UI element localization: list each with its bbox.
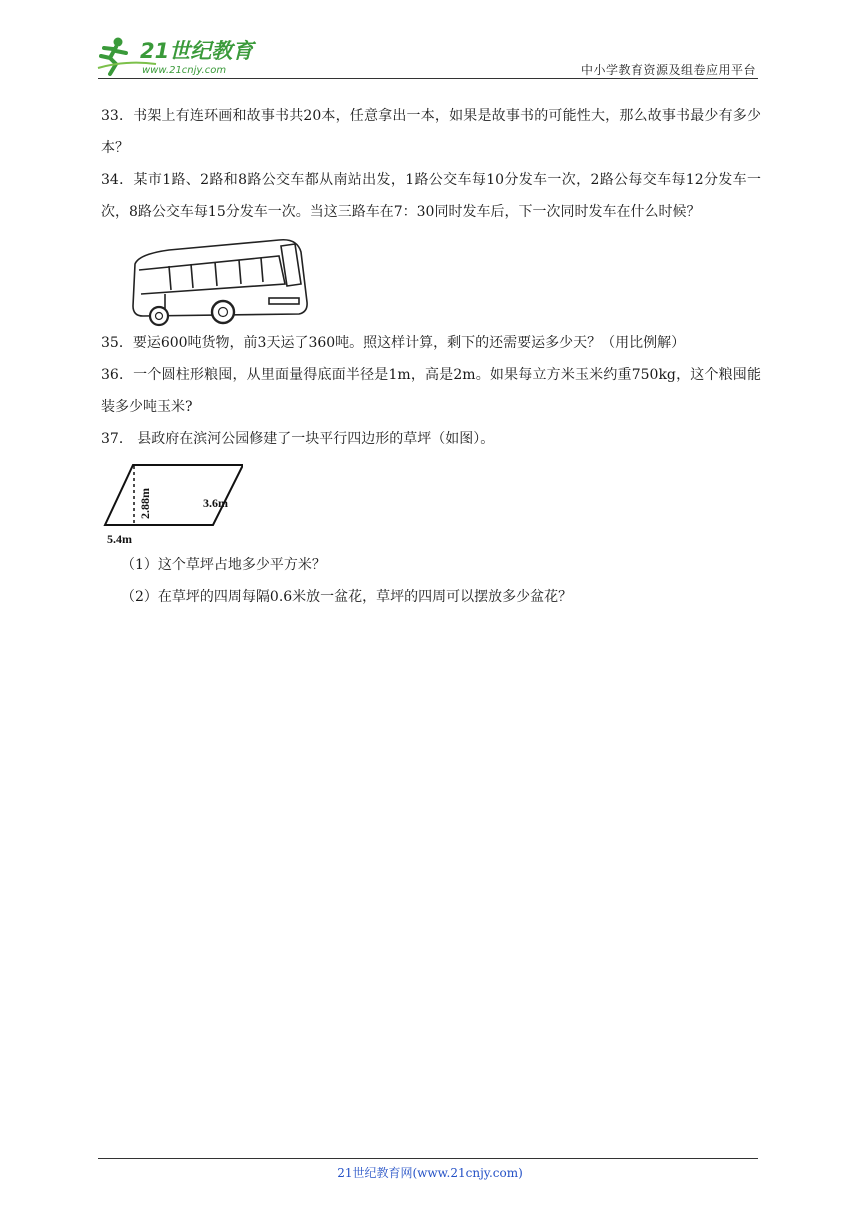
question-37-part-1: （1）这个草坪占地多少平方米？ bbox=[121, 557, 326, 573]
question-33: 33．书架上有连环画和故事书共20本，任意拿出一本，如果是故事书的可能性大，那么故事书最少有多少本？ bbox=[101, 108, 761, 156]
side-label: 3.6m bbox=[203, 496, 228, 510]
question-35: 35．要运600吨货物，前3天运了360吨。照这样计算，剩下的还需要运多少天？（用比例解） bbox=[101, 335, 686, 351]
header-divider bbox=[98, 78, 758, 79]
logo-runner-head bbox=[114, 38, 123, 47]
footer-link[interactable]: 21世纪教育网(www.21cnjy.com) bbox=[337, 1166, 523, 1180]
page-header bbox=[0, 0, 860, 80]
question-37-part-2: （2）在草坪的四周每隔0.6米放一盆花，草坪的四周可以摆放多少盆花？ bbox=[121, 589, 573, 605]
logo-21cnjy bbox=[96, 34, 266, 78]
parallelogram-figure bbox=[103, 459, 243, 549]
logo-runner-body bbox=[101, 47, 126, 74]
bus-illustration bbox=[129, 232, 309, 327]
height-label: 2.88m bbox=[138, 488, 152, 519]
logo-url: www.21cnjy.com bbox=[142, 65, 227, 76]
logo-text: 21世纪教育 bbox=[140, 39, 254, 63]
question-list bbox=[101, 100, 761, 613]
footer-divider bbox=[98, 1158, 758, 1159]
question-37: 37． 县政府在滨河公园修建了一块平行四边形的草坪（如图）。 bbox=[101, 431, 495, 447]
base-label: 5.4m bbox=[107, 532, 132, 546]
question-34: 34．某市1路、2路和8路公交车都从南站出发，1路公交车每10分发车一次，2路公每交车每12分发车一次，8路公交车每15分发车一次。当这三路车在7：30同时发车后，下一次同时发车在什么时候？ bbox=[101, 172, 761, 220]
platform-name: 中小学教育资源及组卷应用平台 bbox=[580, 63, 756, 77]
question-36: 36．一个圆柱形粮囤，从里面量得底面半径是1m，高是2m。如果每立方米玉米约重750kg，这个粮囤能装多少吨玉米? bbox=[101, 367, 761, 415]
parallelogram-shape bbox=[105, 465, 243, 525]
